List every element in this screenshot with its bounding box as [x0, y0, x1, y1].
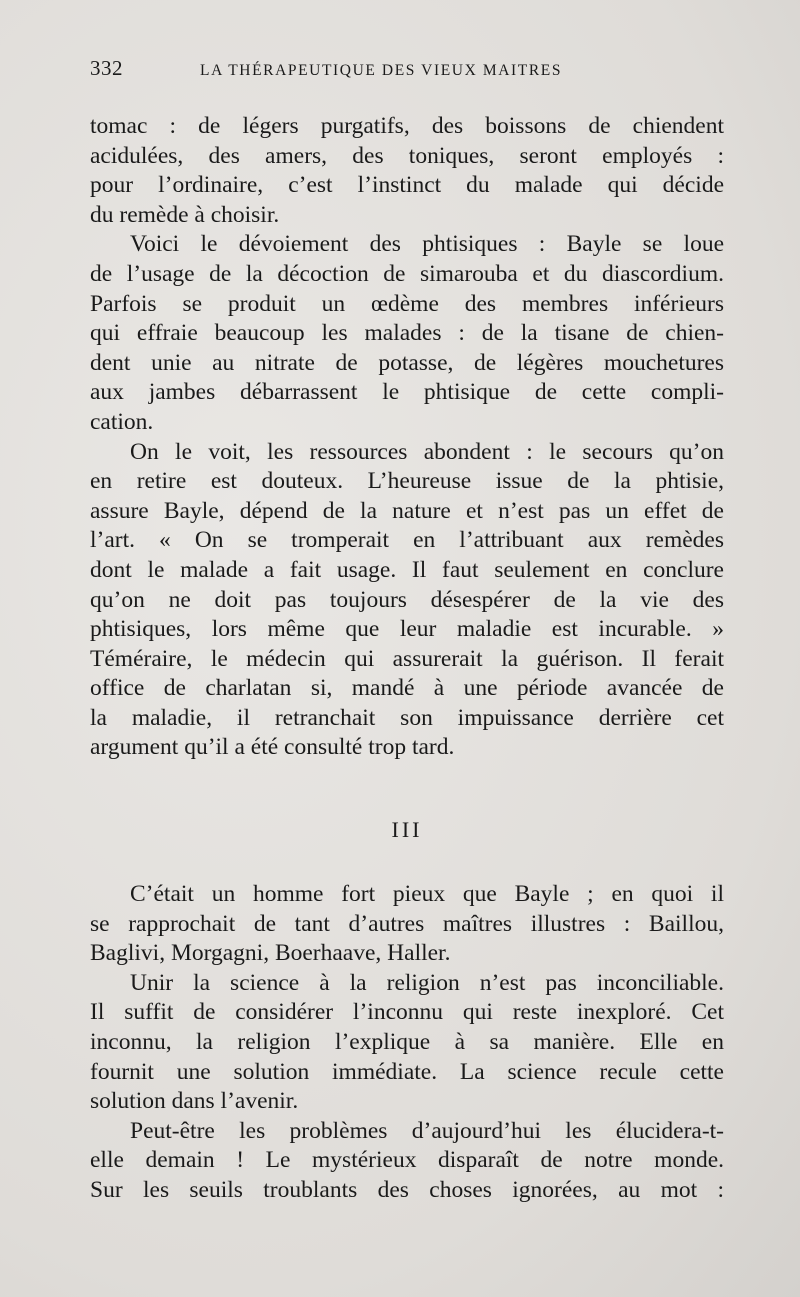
paragraph [90, 969, 724, 1117]
book-page [90, 56, 724, 1206]
text-line: Baglivi, Morgagni, Boerhaave, Haller. [90, 940, 451, 967]
text-line: On le voit, les ressources abondent : le secours qu’on [130, 438, 724, 465]
text-line: dont le malade a fait usage. Il faut seulement en conclure [90, 556, 724, 583]
text-line: la maladie, il retranchait son impuissance derrière cet [90, 704, 724, 731]
text-line: Peut-être les problèmes d’aujourd’hui les élucidera-t- [130, 1117, 724, 1144]
text-line: dent unie au nitrate de potasse, de légères mouchetures [90, 349, 724, 376]
running-title: LA THÉRAPEUTIQUE DES VIEUX MAITRES [200, 62, 563, 79]
text-line: C’était un homme fort pieux que Bayle ; en quoi il [130, 881, 724, 908]
paragraph [90, 230, 724, 437]
text-line: Unir la science à la religion n’est pas inconciliable. [130, 969, 724, 996]
paragraph [90, 438, 724, 764]
page-number: 332 [90, 56, 123, 80]
text-line: en retire est douteux. L’heureuse issue de la phtisie, [90, 468, 724, 495]
text-line: solution dans l’avenir. [90, 1088, 299, 1115]
text-line: phtisiques, lors même que leur maladie est incurable. » [90, 616, 724, 643]
section-heading: III [391, 817, 423, 843]
text-line: de l’usage de la décoction de simarouba et du diascordium. [90, 260, 724, 287]
text-line: se rapprochait de tant d’autres maîtres illustres : Baillou, [90, 910, 724, 937]
text-line: inconnu, la religion l’explique à sa manière. Elle en [90, 1029, 724, 1056]
text-line: qui effraie beaucoup les malades : de la tisane de chien- [90, 320, 724, 347]
text-line: aux jambes débarrassent le phtisique de cette compli- [90, 379, 724, 406]
text-line: Téméraire, le médecin qui assurerait la guérison. Il ferait [90, 645, 724, 672]
text-line: office de charlatan si, mandé à une période avancée de [90, 675, 724, 702]
paragraph [90, 112, 724, 230]
text-line: qu’on ne doit pas toujours désespérer de la vie des [90, 586, 724, 613]
text-line: pour l’ordinaire, c’est l’instinct du malade qui décide [90, 172, 724, 199]
text-line: Il suffit de considérer l’inconnu qui reste inexploré. Cet [90, 999, 724, 1026]
text-line: Voici le dévoiement des phtisiques : Bayle se loue [130, 231, 724, 258]
text-line: assure Bayle, dépend de la nature et n’est pas un effet de [90, 497, 724, 524]
text-line: cation. [90, 408, 154, 435]
text-line: l’art. « On se tromperait en l’attribuant aux remèdes [90, 527, 724, 554]
text-line: du remède à choisir. [90, 201, 280, 228]
text-line: fournit une solution immédiate. La science recule cette [90, 1058, 724, 1085]
section-one [90, 112, 724, 763]
text-line: Sur les seuils troublants des choses ignorées, au mot : [90, 1177, 724, 1203]
paragraph [90, 880, 724, 969]
text-line: argument qu’il a été consulté trop tard. [90, 734, 455, 761]
text-line: Parfois se produit un œdème des membres inférieurs [90, 290, 724, 317]
paragraph [90, 1117, 724, 1206]
text-line: acidulées, des amers, des toniques, seront employés : [90, 142, 724, 169]
text-line: tomac : de légers purgatifs, des boissons de chiendent [90, 113, 724, 139]
text-line: elle demain ! Le mystérieux disparaît de notre monde. [90, 1147, 724, 1174]
running-head [90, 56, 724, 90]
section-two [90, 880, 724, 1206]
